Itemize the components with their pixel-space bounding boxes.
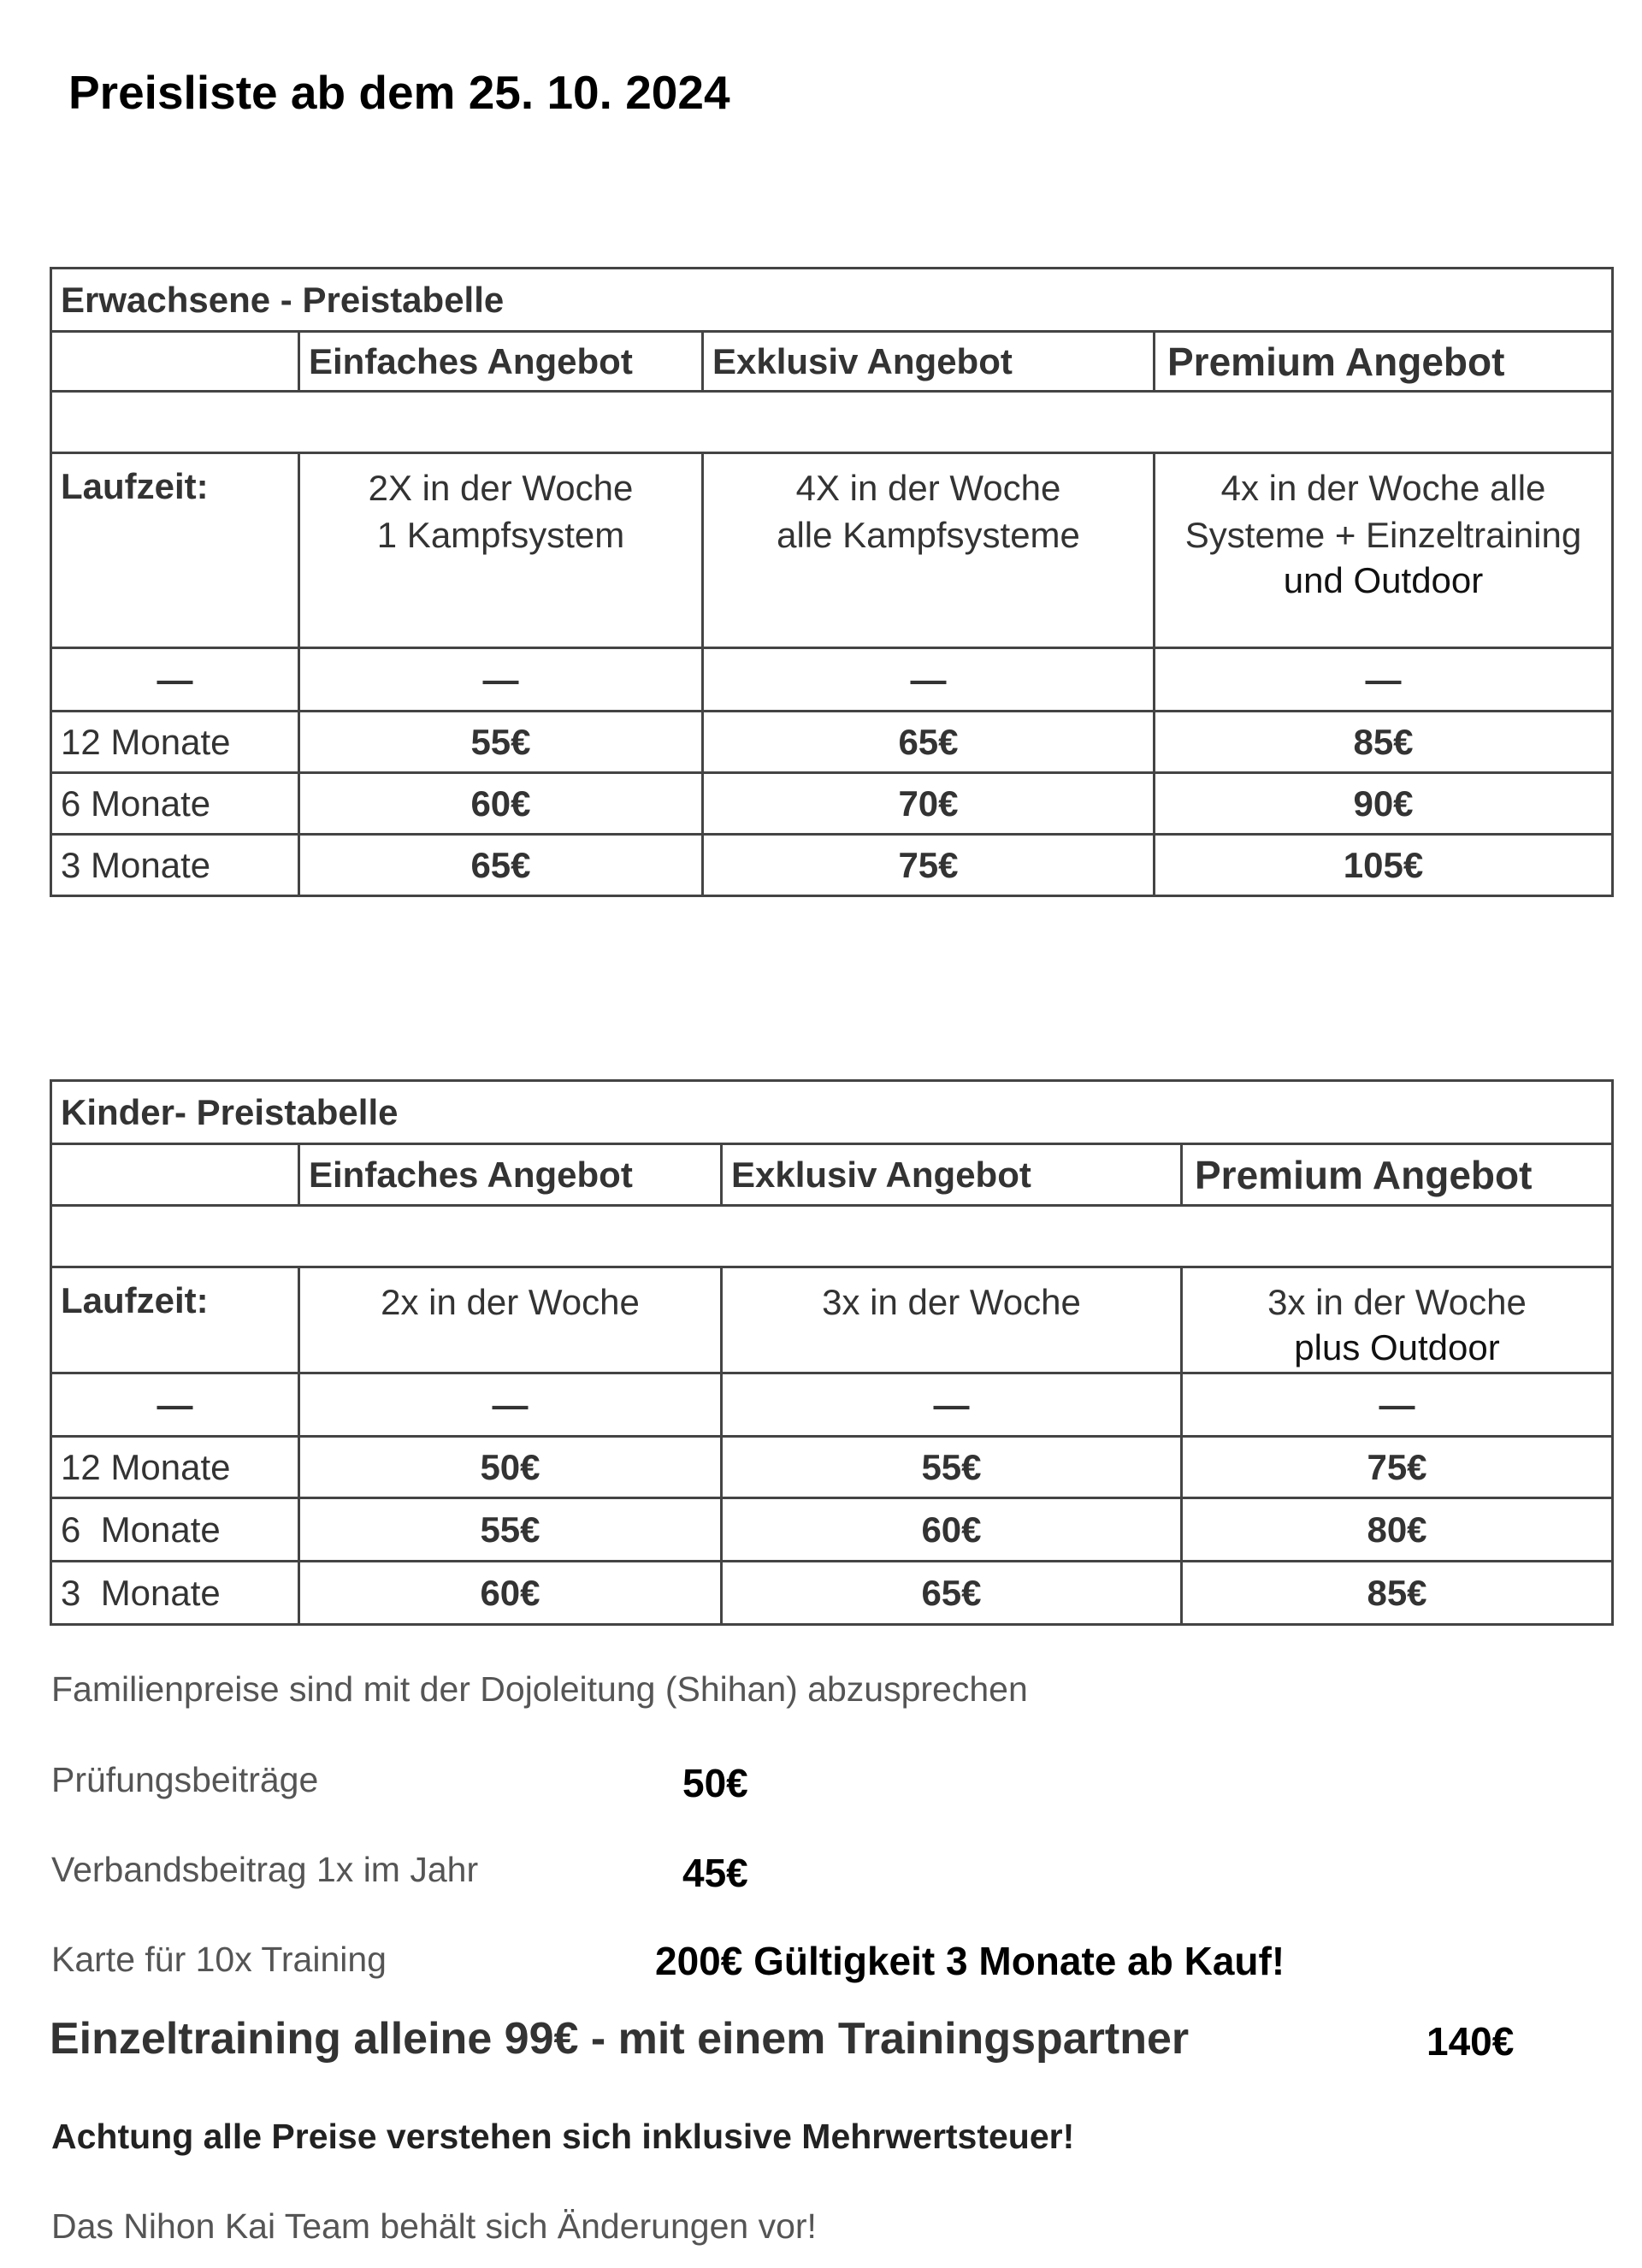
adult-laufzeit-label: Laufzeit: <box>51 453 299 648</box>
price-cell: 90€ <box>1155 773 1613 835</box>
table-row <box>51 835 1613 896</box>
price-cell: 55€ <box>722 1437 1182 1498</box>
adult-plan-exklusiv: Exklusiv Angebot <box>703 332 1155 392</box>
price-cell: 85€ <box>1182 1562 1613 1625</box>
dash-cell: — <box>299 1373 722 1437</box>
association-fee-label: Verbandsbeitrag 1x im Jahr <box>51 1850 479 1889</box>
kids-desc-exklusiv: 3x in der Woche <box>722 1267 1182 1373</box>
adult-plan-einfach: Einfaches Angebot <box>299 332 703 392</box>
association-fee-value: 45€ <box>682 1851 748 1895</box>
price-cell: 55€ <box>299 712 703 773</box>
price-cell: 70€ <box>703 773 1155 835</box>
price-cell: 65€ <box>722 1562 1182 1625</box>
exam-fee-value: 50€ <box>682 1761 748 1805</box>
table-row <box>51 1437 1613 1498</box>
kids-price-table <box>50 1079 1614 1626</box>
price-cell: 55€ <box>299 1498 722 1562</box>
duration-label: 3 Monate <box>51 835 299 896</box>
price-cell: 75€ <box>1182 1437 1613 1498</box>
adult-desc-premium: 4x in der Woche alle Systeme + Einzeltraining und Outdoor <box>1155 453 1613 648</box>
adult-price-table <box>50 267 1614 897</box>
kids-plan-einfach: Einfaches Angebot <box>299 1144 722 1206</box>
kids-desc-einfach: 2x in der Woche <box>299 1267 722 1373</box>
kids-laufzeit-label: Laufzeit: <box>51 1267 299 1373</box>
adult-plan-premium: Premium Angebot <box>1155 332 1613 392</box>
adult-table-name: Erwachsene - Preistabelle <box>51 269 1613 332</box>
vat-note: Achtung alle Preise verstehen sich inklusive Mehrwertsteuer! <box>51 2117 1075 2156</box>
changes-note: Das Nihon Kai Team behält sich Änderungen vor! <box>51 2206 817 2246</box>
price-cell: 65€ <box>299 835 703 896</box>
kids-plan-premium: Premium Angebot <box>1182 1144 1613 1206</box>
training-card-value: 200€ Gültigkeit 3 Monate ab Kauf! <box>655 1939 1285 1983</box>
kids-table-name: Kinder- Preistabelle <box>51 1081 1613 1144</box>
duration-label: 3 Monate <box>51 1562 299 1625</box>
price-cell: 80€ <box>1182 1498 1613 1562</box>
table-row <box>51 1498 1613 1562</box>
spacer-row <box>51 1206 1613 1267</box>
price-cell: 105€ <box>1155 835 1613 896</box>
dash-cell: — <box>51 1373 299 1437</box>
dash-cell: — <box>299 648 703 712</box>
single-training-label: Einzeltraining alleine 99€ - mit einem Trainingspartner <box>50 2014 1190 2064</box>
header-empty-cell <box>51 1144 299 1206</box>
dash-cell: — <box>703 648 1155 712</box>
kids-desc-premium: 3x in der Woche plus Outdoor <box>1182 1267 1613 1373</box>
family-note: Familienpreise sind mit der Dojoleitung (Shihan) abzusprechen <box>51 1669 1028 1709</box>
table-row <box>51 1562 1613 1625</box>
duration-label: 6 Monate <box>51 773 299 835</box>
dash-cell: — <box>1155 648 1613 712</box>
price-cell: 60€ <box>299 1562 722 1625</box>
spacer-row <box>51 392 1613 453</box>
table-row <box>51 773 1613 835</box>
kids-plan-exklusiv: Exklusiv Angebot <box>722 1144 1182 1206</box>
single-training-partner-price: 140€ <box>1426 2019 1515 2064</box>
price-cell: 60€ <box>722 1498 1182 1562</box>
dash-cell: — <box>1182 1373 1613 1437</box>
price-cell: 60€ <box>299 773 703 835</box>
adult-desc-exklusiv: 4X in der Woche alle Kampfsysteme <box>703 453 1155 648</box>
header-empty-cell <box>51 332 299 392</box>
training-card-label: Karte für 10x Training <box>51 1940 387 1979</box>
price-cell: 50€ <box>299 1437 722 1498</box>
page-title: Preisliste ab dem 25. 10. 2024 <box>68 66 730 119</box>
duration-label: 12 Monate <box>51 712 299 773</box>
price-cell: 85€ <box>1155 712 1613 773</box>
dash-cell: — <box>722 1373 1182 1437</box>
table-row <box>51 712 1613 773</box>
exam-fee-label: Prüfungsbeiträge <box>51 1760 319 1799</box>
adult-desc-einfach: 2X in der Woche 1 Kampfsystem <box>299 453 703 648</box>
price-cell: 75€ <box>703 835 1155 896</box>
price-cell: 65€ <box>703 712 1155 773</box>
duration-label: 6 Monate <box>51 1498 299 1562</box>
duration-label: 12 Monate <box>51 1437 299 1498</box>
dash-cell: — <box>51 648 299 712</box>
